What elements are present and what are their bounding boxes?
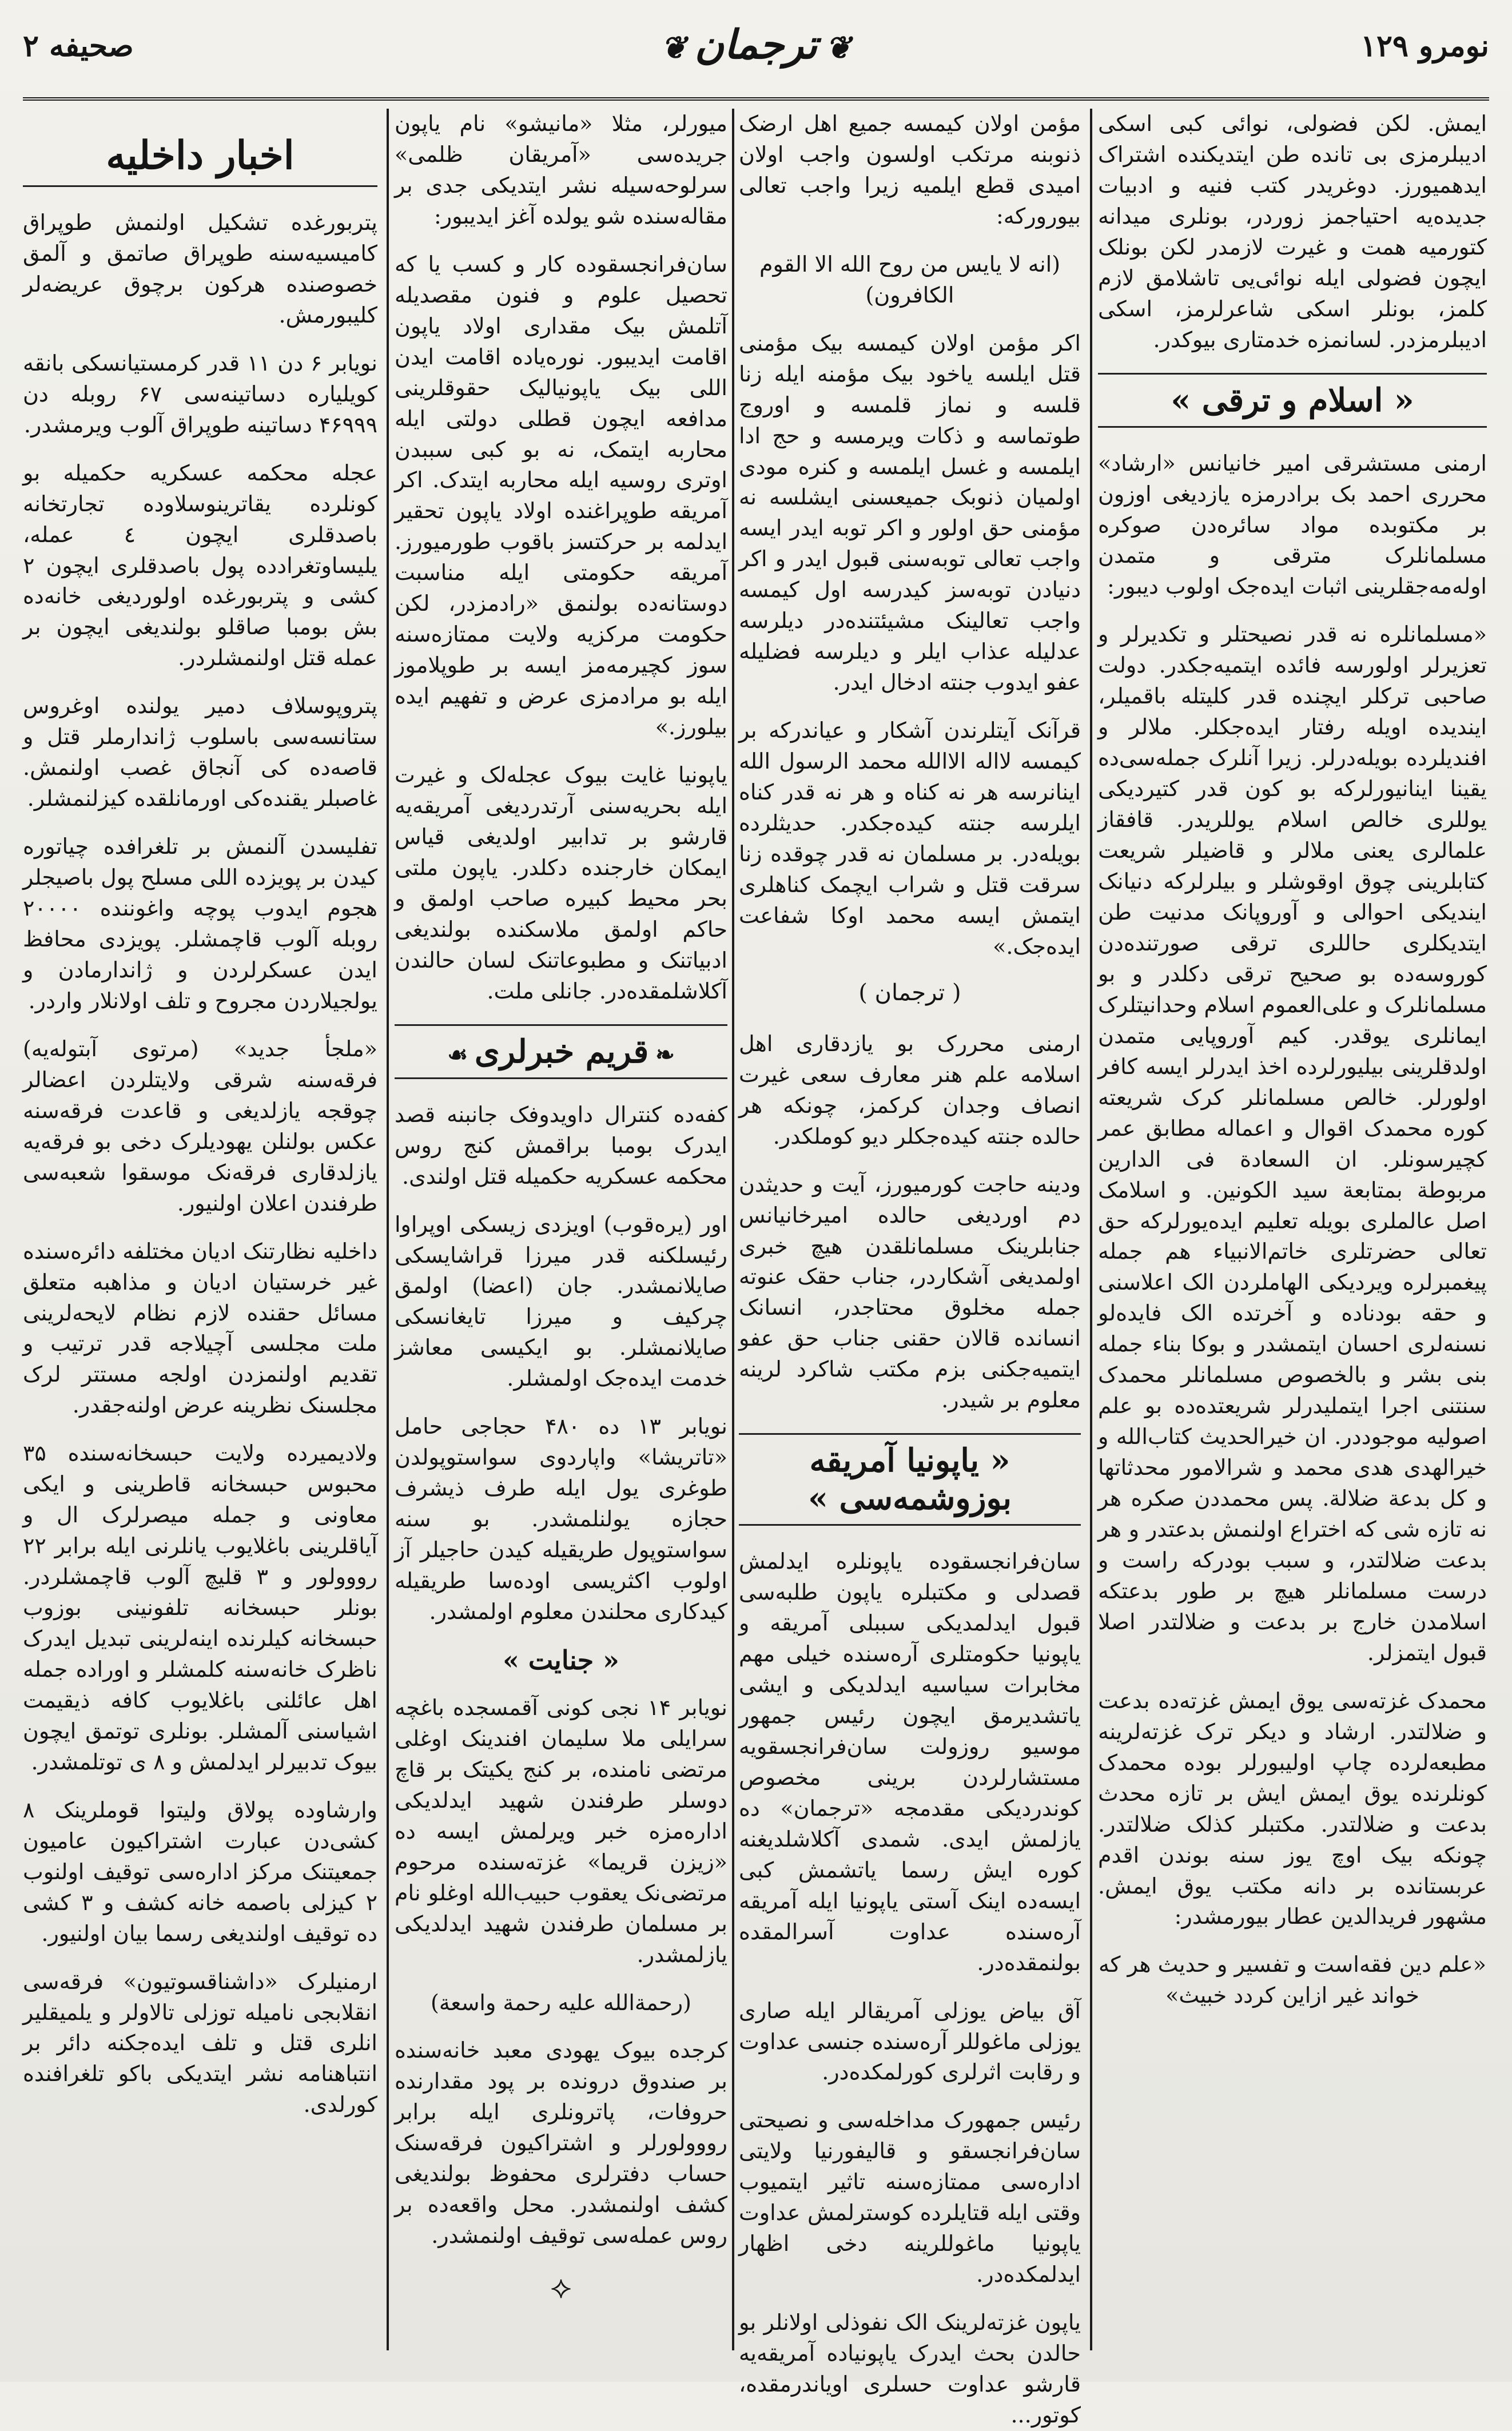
column-divider xyxy=(732,109,734,2350)
news-item: ولادیمیرده ولایت حبسخانه‌سنده ۳۵ محبوس حبسخانه قاطرینی و ایکی معاونی و جمله میصرلرک ال و آیاقلرینی باغلایوب یانلرنی ایله برابر ۲۲ رووولور و ۳ قلیچ آلوب قاچمشلردر. بونلر حبسخانه تلفونینی بوزوب حبسخانه کیلرنده اینه‌لرینی تبدیل ایدرک ناظرک خانه‌سنه کلمشلر و اوراده جمله اهل عائلنی باغلایوب کافه ذیقیمت اشیاسنی آلمشلر. بونلری توتمق ایچون بیوک تدبیرلر ایدلمش و ٨ ی توتلمشدر. xyxy=(23,1441,377,1774)
news-item: ارمنیلرک «داشناقسوتیون» فرقه‌سی انقلابجی نامیله توزلی تالاولر و یلمیقلیر انلری قتل و تلف ایده‌جکنه دائر بر انتباهنامه نشر ایتدیکی باکو تلغرافنده کورلدی. xyxy=(23,1968,377,2118)
article-paragraph: ارمنی مستشرقی امیر خانیانس «ارشاد» محرری احمد بک برادرمزه یازدیغی اوزون بر مکتوبده مواد سائره‌دن صوکره مسلمانلرک مترقی و متمدن اوله‌مه‌جقلرینی اثبات ایده‌جک اولوب دیبور: xyxy=(1098,450,1487,599)
article-paragraph: سان‌فرانجسقوده یاپونلره ایدلمش قصدلی و مکتبلره یاپون طلبه‌سی قبول ایدلمدیکی سببلی آمریقه و یاپونیا حکومتلری آره‌سنده خیلی مهم مخابرات سیاسیه ایدلدیکی و ایشی یاتشدیرمق ایچون رئیس جمهور موسیو روزولت سان‌فرانجسقویه مستشارلردن برینی مخصوص کوندردیکی مقدمجه «ترجمان» ده یازلمش ایدی. شمدی آکلاشلدیغنه کوره ایش رسما یاتشمش کبی ایسه‌ده اینک آستی یاپونیا ایله آمریقه آره‌سنده عداوت آسرالمقده بولنمقده‌در. xyxy=(739,1549,1081,1975)
section-heading-islam-progress: « اسلام و ترقی » xyxy=(1098,373,1487,428)
column-divider xyxy=(1090,109,1092,2350)
news-item: کرجده بیوک یهودی معبد خانه‌سنده بر صندوق درونده بر پود مقدارنده حروفات، پاترونلری ایله برابر رووولورلر و اشتراکیون فرقه‌سنک حساب دفترلری محفوظ بولندیغی کشف اولنمشدر. محل واقعه‌ده بر روس عمله‌سی توقیف اولنمشدر. xyxy=(395,2038,727,2249)
news-item: عجله محکمه عسکریه حکمیله بو کونلرده یقاترینوسلاوده تجارتخانه باصدقلری ایچون ٤ عمله، یلیساوتغرادده پول باصدقلری ایچون ۲ کشی و پتربورغده اولوردیغی خانه‌ده بش بومبا صاقلو بولندیغی ایچون بر عمله قتل اولنمشلردر. xyxy=(23,460,377,671)
title-text: ترجمان xyxy=(694,21,818,68)
article-paragraph: قرآنک آیتلرندن آشکار و عیاندرکه بر کیمسه لااله الاالله محمد الرسول الله اینانرسه هر نه کناه و هر نه قدر کناه ایلرسه جنته کیده‌جکدر. حدیثلرده بویله‌در. بر مسلمان نه قدر چوقده زنا سرقت قتل و شراب ایچمک کناهلری ایتمش ایسه محمد اوکا شفاعت ایده‌جک.» xyxy=(739,718,1081,959)
end-ornament-icon: ⟡ xyxy=(550,2269,572,2306)
news-item: پتروپوسلاف دمیر یولنده اوغروس ستانسه‌سی باسلوب ژاندارملر قتل و قاصه‌ده کی آنجاق غصب اولنمش. غاصبلر یقنده‌کی اورمانلقده کیزلنمشلر. xyxy=(23,693,377,811)
article-paragraph: ایمش. لکن فضولی، نوائی کبی اسکی ادیبلرمزی بی تانده طن ایتدیکنده اشتراک ایدهمیورز. دوغریدر کتب فنیه و ادبیات جدیده‌یه احتیاجمز زوردر، بونلری میدانه کتورمیه همت و غیرت لازمدر لکن بونلک ایچون فضولی ایله نوائی‌یی تاشلامق لازم کلمز، بونلر اسکی شاعرلرمز، اسکی ادیبلرمزدر. لسانمزه خدمتاری بیوکدر. xyxy=(1098,111,1487,352)
news-item: کفه‌ده کنترال داویدوفک جانبنه قصد ایدرک بومبا براقمش کنج روس محکمه عسکریه حکمیله قتل اولندی. xyxy=(395,1101,727,1189)
article-paragraph: مؤمن اولان کیمسه جمیع اهل ارضک ذنوبنه مرتکب اولسون واجب اولان امیدی قطع ایلمیه زیرا واجب تعالی بیورورکه: xyxy=(739,111,1081,229)
article-paragraph: آق بیاض یوزلی آمریقالر ایله صاری یوزلی ماغوللر آره‌سنده جنسی عداوت و رقابت اثرلری کورلمکده‌در. xyxy=(739,1998,1081,2085)
news-item: پتربورغده تشکیل اولنمش طوپراق کامیسیه‌سنه طوپراق صاتمق و آلمق خصوصنده هرکون برچوق عریضه‌لر کلیبورمش. xyxy=(23,210,377,328)
verse-quote: «علم دین فقه‌است و تفسیر و حدیث هر که خواند غیر ازاین کردد خبیث» xyxy=(1099,1952,1486,2008)
section-heading-crimea-news xyxy=(395,1024,727,1079)
right-ornament-icon: ❦ xyxy=(660,29,687,66)
editor-signature: ( ترجمان ) xyxy=(858,979,961,1006)
heading-text: قریم خبرلری xyxy=(475,1032,649,1071)
column-1 xyxy=(1098,109,1487,2350)
article-paragraph: رئیس جمهورک مداخله‌سی و نصیحتی سان‌فرانجسقو و قالیفورنیا ولایتی اداره‌سی ممتازه‌سنه تاثیر ایتمیوب وقتی ایله قتایلرده کوسترلمش عداوت یاپونیا ماغوللرینه دخی اظهار ایدلمکده‌در. xyxy=(739,2107,1081,2287)
column-2 xyxy=(739,109,1081,2428)
ornament-icon: ❧ xyxy=(655,1041,675,1068)
article-paragraph: محمدک غزته‌سی یوق ایمش غزته‌ده بدعت و ضلالتدر. ارشاد و دیکر ترک غزته‌لرینه مطبعه‌لرده چاپ اولیبورلر بوده محمدک کونلرنده یوق ایمش ایش بر تازه محدث بدعت و ضلالتدر. مکتبلر کذلک ضلالتدر. چونکه بیک اوچ یوز سنه بوندن اقدم عربستانده بر دانه مکتب یوق ایمش. مشهور فریدالدین عطار بیورمشدر: xyxy=(1098,1688,1487,1929)
column-4 xyxy=(23,109,377,2350)
article-paragraph: میورلر، مثلا «مانیشو» نام یاپون جریده‌سی «آمریقان ظلمی» سرلوحه‌سیله نشر ایتدیکی جدی بر مقاله‌سنده شو یولده آغز ایدیبور: xyxy=(395,111,727,229)
article-paragraph: «مسلمانلره نه قدر نصیحتلر و تکدیرلر و تعزیرلر اولورسه فائده ایتمیه‌جکدر. دولت صاحبی ترکلر ایچنده قدر کلیتله باقمیلر، ایندیده اویله رفتار ایده‌جکلر. ملالر و افندیلرده بویله‌درلر. زیرا آنلرک جمله‌سی‌ده یقینا اینانیورلرکه بو کون قدر کتیردیکی یوللری خالص اسلام یوللریدر. قافقاز علمالری یعنی ملالر و قاضیلر شریعت کتابلرینی چوق اوقوشلر و بیلرلرکه دنیانک ایندیکی احوالی و آوروپانک مدنیت طن ایتدیکلری حاللری ترقی صورتنده‌دن کوروسه‌ده بو صحیح ترقی دکلدر و بو مسلمانلرک و علی‌العموم اسلام وحدانیتلرک ایمانلری یوقدر. کیم آوروپایی متمدن اولدقلرینی بیلیورلرده اخذ ایدرلر ایسه کافر اولورلر. خالص مسلمانلر کرک شریعته کوره محمدک اقوال و اعماله مطابق عمر کچیرسونلر. ان السعادة فی الدارین مربوطة بمتابعة سید الکونین. و اسلامک اصل عالملری بویله تعلیم ایده‌یورلرکه حق تعالی حضرتلری خاتم‌الانبیاء هم جمله پیغمبرلره ویردیکی الهاملردن الک اعلاسنی و حقه بودناده و آخرتده الک فایده‌لو نسنه‌لری احسان ایتمشدر و بوکا بناء جمله بنی بشر و بالخصوص مسلمانلر محمدک سنتنی اجرا ایتملیدرلر شریعتده‌ده بو علم اصولیه موجوددر. ان خیرالحدیث کتاب‌الله و خیرالهدی هدی محمد و شرالامور محدثاتها و کل بدعة ضلالة. پس محمددن صکره هر نه تازه شی که اختراع اولنمش بدعتدر و هر بدعت ضلالتدر، و سبب بودرکه راست و درست مسلمانلر هیچ بر طور بدعتکه اسلامدن خارج بر بدعت و ضلالتدر اصلا قبول ایتمزلر. xyxy=(1098,622,1487,1665)
section-heading-japan-america: « یاپونیا آمریقه بوزوشمه‌سی » xyxy=(739,1433,1081,1526)
page-number: صحیفه ۲ xyxy=(23,29,134,63)
news-item: «ملجأ جدید» (مرتوی آبتوله‌یه) فرقه‌سنه شرقی ولایتلردن اعضالر چوقجه یازلدیغی و قاعدت فرقه‌سنه عکس بولنلن یهودیلرک دخی بو فرقه‌یه یازلدقاری فرقه‌نک موسقوا شعبه‌سی طرفندن اعلان اولنیور. xyxy=(23,1036,377,1216)
article-paragraph: اکر مؤمن اولان کیمسه بیک مؤمنی قتل ایلسه یاخود بیک مؤمنه ایله زنا قلسه و نماز قلمسه و اوروج طوتماسه و ذکات ویرمسه و حج ادا ایلمسه و غسل ایلمسه و کنره مودی اولمیان ذنوبک جمیعسنی ایشلسه نه مؤمنی حق اولور و اکر توبه ایدر ایسه واجب تعالی توبه‌سنی قبول ایدر و اکر دنیادن توبه‌سز کیدرسه اول کیمسه واجب تعالینک مشیئتنده‌در دیلرسه عدلیله عذاب ایلر و دیلرسه فضلیله عفو ایدوب جنته ادخال ایدر. xyxy=(739,330,1081,695)
left-ornament-icon: ❦ xyxy=(825,29,852,66)
ornament-icon: ☙ xyxy=(447,1041,468,1068)
newspaper-title xyxy=(652,21,859,68)
prayer-line: (رحمة‌الله علیه رحمة واسعة) xyxy=(431,1990,691,2015)
subheading-crime: « جنایت » xyxy=(503,1644,619,1676)
article-paragraph: ارمنی محررک بو یازدقاری اهل اسلامه علم هنر معارف سعی غیرت انصاف وجدان کرکمز، چونکه هر حالده جنته کیده‌جکلر دیو کوملکدر. xyxy=(739,1031,1081,1149)
news-item: وارشاوده پولاق ولیتوا قوملرینک ۸ کشی‌دن عبارت اشتراکیون عامیون جمعیتنک مرکز اداره‌سی توقیف اولنوب ۲ کیزلی باصمه خانه کشف و ۳ کشی ده توقیف اولندیغی رسما بیان اولنیور. xyxy=(23,1797,377,1946)
news-item: نویابر ۶ دن ۱۱ قدر کرمستیانسکی بانقه کویلیاره دساتینه‌سی ۶۷ روبله دن ۴۶۹۹۹ دساتینه طوپراق آلوب ویرمشدر. xyxy=(23,350,377,437)
issue-number: نومرو ۱۲۹ xyxy=(1360,29,1489,63)
column-3 xyxy=(395,109,727,2350)
masthead-rule xyxy=(23,97,1489,101)
article-paragraph: یاپونیا غایت بیوک عجله‌لک و غیرت ایله بحریه‌سنی آرتدردیغی آمریقه‌یه قارشو بر تدابیر اولدیغی قیاس ایمکان خارجنده دکلدر. یاپون ملتی بحر محیط کبیره صاحب اولمق و حاکم اولمق ملاسکنده بولندیغی ادبیاتنک و مطبوعاتنک لسان حالندن آکلاشلمقده‌در. جانلی ملت. xyxy=(395,762,727,1004)
verse-quote: (انه لا یایس من روح الله الا القوم الکافرون) xyxy=(759,251,1061,308)
column-divider xyxy=(387,109,389,2350)
masthead xyxy=(23,11,1489,103)
news-item: اور (یره‌قوب) اویزدی زیسکی اوپراوا رئیسلکنه قدر میرزا قراشایسکی صایلانمشدر. جان (اعضا) اولمق چرکیف و میرزا تایغانسکی صایلانمشلر. بو ایکیسی معاشز خدمت ایده‌جک اولمشلر. xyxy=(395,1211,727,1391)
article-paragraph: سان‌فرانجسقوده کار و کسب یا که تحصیل علوم و فنون مقصدیله آتلمش بیک مقداری اولاد یاپون اقامت ایدیبور. نوره‌یاده اقامت ایدن اللی بیک یاپونیالیک حقوقلرینی مدافعه ایچون قطلی دولتی ایله محاربه ایتمک، نه بو کبی سببدن اوتری روسیه ایله محاربه ایتدک. اکر آمریقه طوپراغنده اولاد یاپون تحقیر ایدلمه بر حرکتسز باقوب طورمیورز. آمریقه حکومتی ایله مناسبت دوستانه‌ده بولنمق «رادمزدر، لکن حکومت مرکزیه ولایت ممتازه‌سنه سوز کچیرمه‌مز ایسه بر طوپلاموز ایله بو مرادمزی عرض و تفهیم ایده بیلورز.» xyxy=(395,251,727,740)
news-item: نویابر ۱۴ نجی کونی آقمسجده باغچه سرایلی ملا سلیمان افندینک اوغلی مرتضی نامنده، بر کنج یکیتک بر قاچ دوسلر طرفندن شهید ایدلدیکی اداره‌مزه خبر ویرلمش ایسه ده «زیزن قریما» غزته‌سنده مرحوم مرتضی‌نک یعقوب حبیب‌الله اوغلو نام بر مسلمان طرفندن شهید ایدلدیکی یازلمشدر. xyxy=(395,1694,727,1967)
news-item: نویابر ۱۳ ده ۴۸۰ حجاجی حامل «تاتریشا» واپاردوی سواستوپولدن طوغری یول ایله طرف ذیشرف حجازه یولنلمشدر. بو سنه سواستوپول طریقیله کیدن حاجیلر آز اولوب اکثریسی اوده‌سا طریقیله کیدکاری محلندن معلوم اولمشدر. xyxy=(395,1414,727,1624)
news-item: تفلیسدن آلنمش بر تلغرافده چیاتوره کیدن بر پویزده اللی مسلح پول باصیجلر هجوم ایدوب پوچه واغوننده ۲۰۰۰۰ روبله آلوب قاچمشلر. پویزدی محافظ ایدن عسکرلردن و ژاندارمادن و یولجیلاردن مجروح و تلف اولانلار واردر. xyxy=(23,834,377,1013)
article-paragraph: یاپون غزته‌لرینک الک نفوذلی اولانلر بو حالدن بحث ایدرک یاپونیاده آمریقه‌یه قارشو عداوت حسلری اویاندرمقده، کوتور... xyxy=(739,2310,1081,2428)
article-paragraph: ودینه حاجت کورمیورز، آیت و حدیثدن دم اوردیغی حالده امیرخانیانس جنابلرینک مسلمانلقدن هیچ خبری اولمدیغی آشکاردر، جناب حقک عنوته جمله مخلوق محتاجدر، انسانک انسانده قالان حقنی جناب حق عفو ایتمیه‌جکنی بزم مکتب شاکرد لرینه معلوم بر شیدر. xyxy=(739,1171,1081,1413)
section-heading-domestic-news: اخبار داخلیه xyxy=(23,126,377,187)
news-item: داخلیه نظارتنک ادیان مختلفه دائره‌سنده غیر خرستیان ادیان و مذاهبه متعلق مسائل حقنده لازم نظام لایحه‌لرینی ملت مجلسی آچیلاجه قدر ترتیب و تقدیم اولنمزدن اولجه مستتر لرک مجلسنک نظرینه عرض اولنه‌جقدر. xyxy=(23,1238,377,1418)
